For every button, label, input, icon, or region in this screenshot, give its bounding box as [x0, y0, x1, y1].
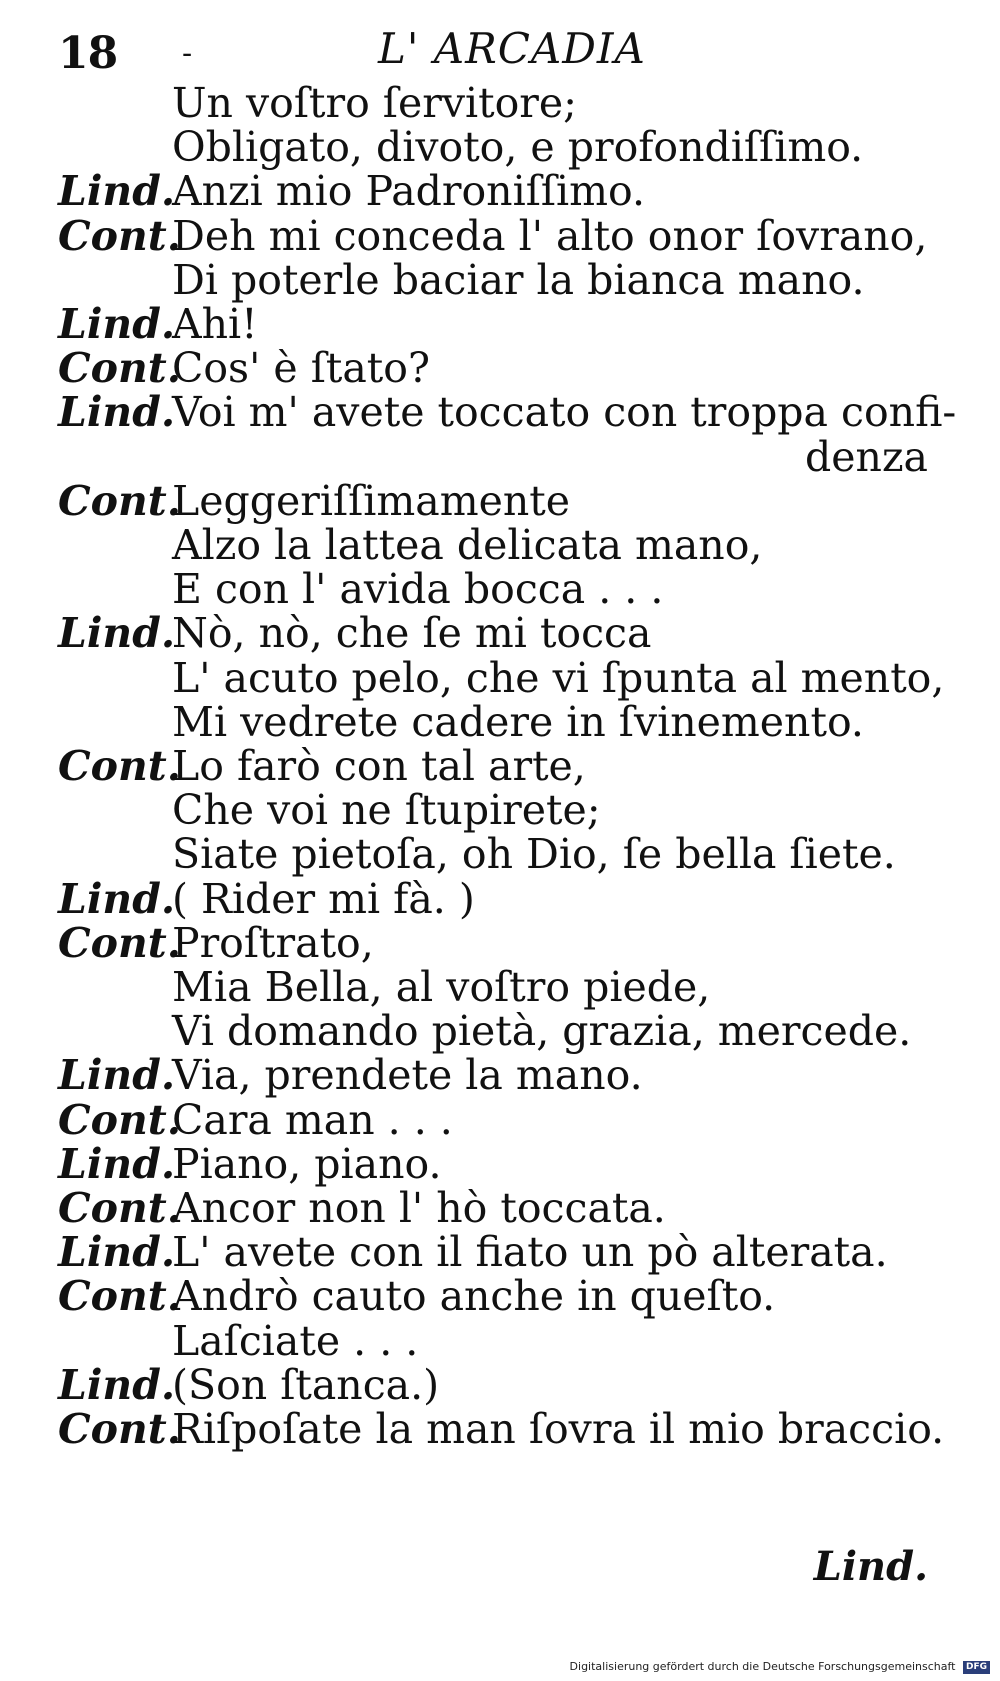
verse-line: [0, 80, 1000, 126]
line-text: Lo farò con tal arte,: [172, 742, 586, 790]
verse-line: [0, 610, 1000, 656]
speaker-label: Lind.: [58, 1051, 176, 1100]
line-text: Proſtrato,: [172, 918, 374, 967]
speaker-label: Cont.: [58, 1405, 181, 1453]
verse-line: [0, 257, 1000, 303]
line-text: Andrò cauto anche in queſto.: [172, 1272, 776, 1321]
line-text: Mi vedrete cadere in ſvinemento.: [172, 697, 864, 746]
running-title: L' ARCADIA: [378, 24, 646, 73]
digitization-credit: [570, 1659, 990, 1675]
speaker-label: Cont.: [58, 1095, 181, 1144]
verse-line: [0, 566, 1000, 612]
speaker-label: Lind.: [58, 1228, 176, 1277]
line-text: Vi domando pietà, grazia, mercede.: [172, 1007, 912, 1056]
line-text: Un voſtro ſervitore;: [172, 79, 577, 127]
verse-line: [0, 1185, 1000, 1231]
verse-line: [0, 301, 1000, 347]
verse-line: [0, 434, 1000, 480]
verse-line: [0, 1008, 1000, 1054]
page-header: [0, 22, 1000, 82]
verse-line: [0, 920, 1000, 966]
verse-line: [0, 831, 1000, 877]
line-text: Ancor non l' hò toccata.: [172, 1184, 666, 1232]
line-text: E con l' avida bocca . . .: [172, 565, 664, 614]
verse-line: [0, 699, 1000, 745]
line-text: Che voi ne ſtupirete;: [172, 786, 601, 835]
speaker-label: Cont.: [58, 476, 181, 525]
speaker-label: Cont.: [58, 1272, 181, 1321]
verse-line: [0, 389, 1000, 435]
verse-line: [0, 1406, 1000, 1452]
verse-line: [0, 168, 1000, 214]
speaker-label: Lind.: [58, 609, 176, 658]
line-text: Anzi mio Padroniſſimo.: [172, 167, 646, 216]
speaker-label: Cont.: [58, 742, 181, 790]
verse-line: [0, 1273, 1000, 1319]
line-text: ( Rider mi fà. ): [172, 874, 475, 923]
line-text: (Son ſtanca.): [172, 1360, 440, 1409]
speaker-label: Lind.: [58, 1360, 176, 1409]
line-text: Via, prendete la mano.: [172, 1051, 643, 1100]
line-text: Siate pietoſa, oh Dio, ſe bella ſiete.: [172, 830, 896, 879]
verse-line: [0, 1229, 1000, 1275]
verse-line: [0, 213, 1000, 259]
line-text: Alzo la lattea delicata mano,: [172, 521, 763, 569]
speaker-label: Lind.: [58, 300, 176, 348]
catchword: Lind.: [813, 1543, 928, 1590]
verse-line: [0, 1318, 1000, 1364]
speaker-label: Cont.: [58, 1184, 181, 1232]
line-text: Riſpoſate la man ſovra il mio braccio.: [172, 1405, 945, 1453]
line-text: Laſciate . . .: [172, 1316, 419, 1365]
line-text: Mia Bella, al voſtro piede,: [172, 963, 711, 1011]
verse-line: [0, 522, 1000, 568]
speaker-label: Lind.: [58, 874, 176, 923]
verse-line: [0, 124, 1000, 170]
line-text: Obligato, divoto, e profondiſſimo.: [172, 123, 864, 172]
verse-line: [0, 743, 1000, 789]
verse-line: [0, 787, 1000, 833]
verse-line: [0, 345, 1000, 391]
speaker-label: Lind.: [58, 1139, 176, 1188]
page-number: 18: [58, 28, 118, 79]
verse-line: [0, 964, 1000, 1010]
line-text: Voi m' avete toccato con troppa confi-: [172, 388, 957, 437]
line-text: denza: [805, 432, 928, 481]
line-text: L' avete con il fiato un pò alterata.: [172, 1228, 888, 1277]
credit-text: Digitalisierung gefördert durch die Deutsche Forschungsgemeinschaft: [569, 1660, 956, 1673]
line-text: Cos' è ſtato?: [172, 344, 430, 393]
dfg-logo: DFG: [963, 1661, 990, 1674]
speaker-label: Lind.: [58, 388, 176, 437]
verse-line: [0, 1097, 1000, 1143]
line-text: Piano, piano.: [172, 1139, 442, 1188]
speaker-label: Cont.: [58, 918, 181, 967]
verse-line: [0, 1362, 1000, 1408]
line-text: Leggeriſſimamente: [172, 476, 571, 525]
verse-line: [0, 1141, 1000, 1187]
verse-line: [0, 655, 1000, 701]
speaker-label: Lind.: [58, 167, 176, 216]
line-text: Nò, nò, che ſe mi tocca: [172, 609, 652, 658]
line-text: L' acuto pelo, che vi ſpunta al mento,: [172, 653, 945, 702]
verse-line: [0, 478, 1000, 524]
line-text: Cara man . . .: [172, 1095, 453, 1144]
line-text: Deh mi conceda l' alto onor ſovrano,: [172, 211, 928, 260]
line-text: Di poterle baciar la bianca mano.: [172, 255, 865, 304]
verse-line: [0, 1052, 1000, 1098]
speaker-label: Cont.: [58, 211, 181, 260]
verse-line: [0, 876, 1000, 922]
speaker-label: Cont.: [58, 344, 181, 393]
header-dash: -: [182, 36, 193, 71]
line-text: Ahi!: [172, 300, 258, 348]
